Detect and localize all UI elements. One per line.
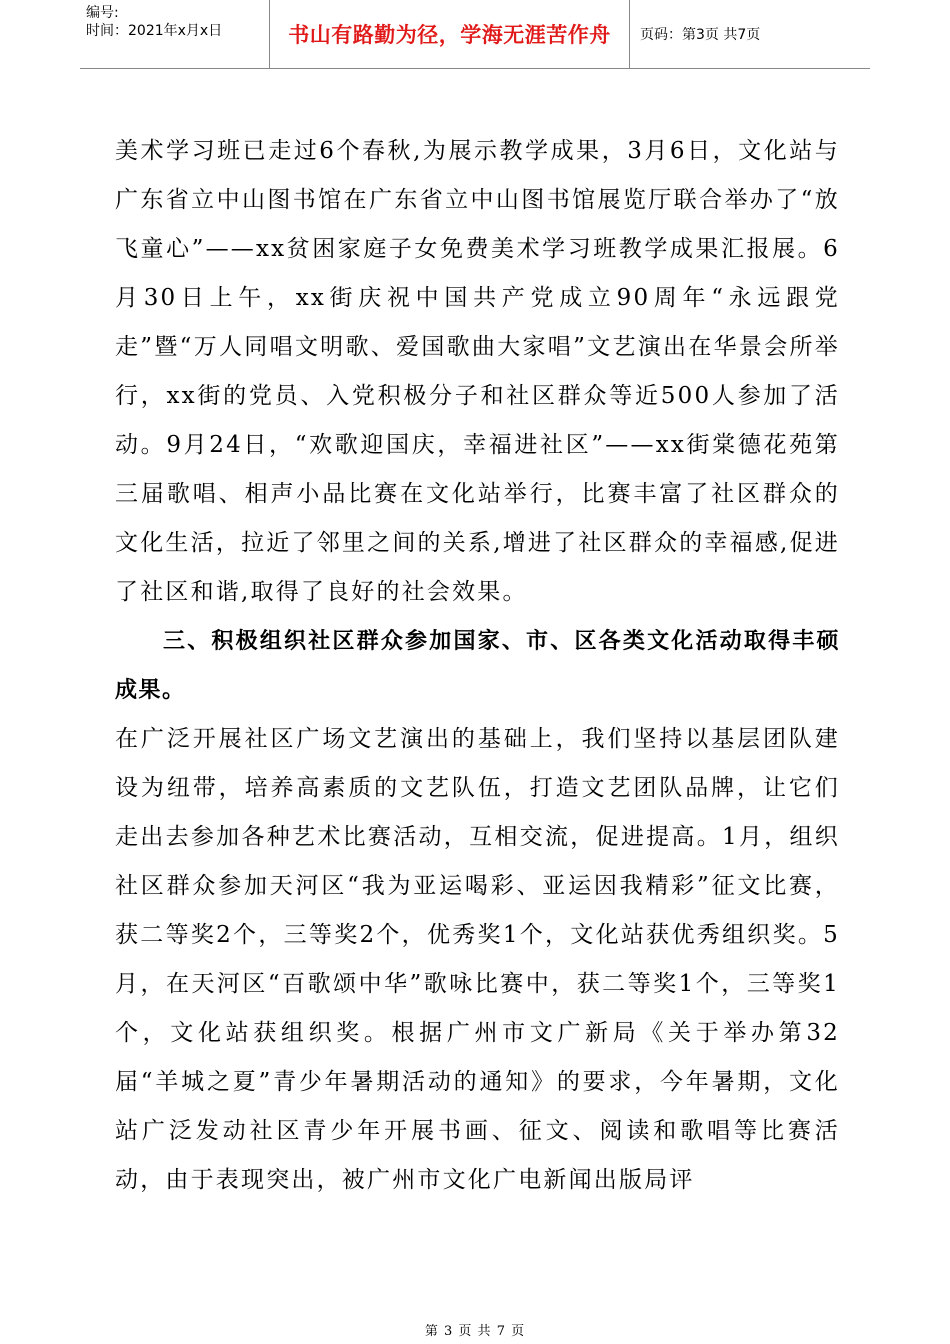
page-footer: 第 3 页 共 7 页 [424,1324,526,1339]
paragraph-2: 在广泛开展社区广场文艺演出的基础上，我们坚持以基层团队建设为纽带，培养高素质的文艺队伍，打造文艺团队品牌，让它们走出去参加各种艺术比赛活动，互相交流，促进提高。1月，组织社区群众参加天河区“我为亚运喝彩、亚运因我精彩”征文比赛，获二等奖2个，三等奖2个，优秀奖1个，文化站获优秀组织奖。5月，在天河区“百歌颂中华”歌咏比赛中，获二等奖1个，三等奖1个，文化站获组织奖。根据广州市文广新局《关于举办第32届“羊城之夏”青少年暑期活动的通知》的要求，今年暑期，文化站广泛发动社区青少年开展书画、征文、阅读和歌唱等比赛活动，由于表现突出，被广州市文化广电新闻出版局评 [115,726,840,1193]
header-motto: 书山有路勤为径，学海无涯苦作舟 [288,23,611,47]
number-label: 编号: [86,5,119,21]
date-label: 时间：2021年x月x日 [86,23,223,39]
header-middle-cell [270,0,630,68]
paragraph-1: 美术学习班已走过6个春秋,为展示教学成果，3月6日，文化站与广东省立中山图书馆在广东省立中山图书馆展览厅联合举办了“放飞童心”——xx贫困家庭子女免费美术学习班教学成果汇报展。6月30日上午，xx街庆祝中国共产党成立90周年“永远跟党走”暨“万人同唱文明歌、爱国歌曲大家唱”文艺演出在华景会所举行，xx街的党员、入党积极分子和社区群众等近500人参加了活动。9月24日，“欢歌迎国庆，幸福进社区”——xx街棠德花苑第三届歌唱、相声小品比赛在文化站举行，比赛丰富了社区群众的文化生活，拉近了邻里之间的关系,增进了社区群众的幸福感,促进了社区和谐,取得了良好的社会效果。 [115,138,840,605]
page-header [80,0,870,69]
header-right-cell [630,0,870,68]
section-heading: 三、积极组织社区群众参加国家、市、区各类文化活动取得丰硕成果。 [115,629,840,703]
header-left-cell [80,0,270,68]
page-info: 页码：第3页 共7页 [640,27,761,43]
document-body [115,127,840,1205]
